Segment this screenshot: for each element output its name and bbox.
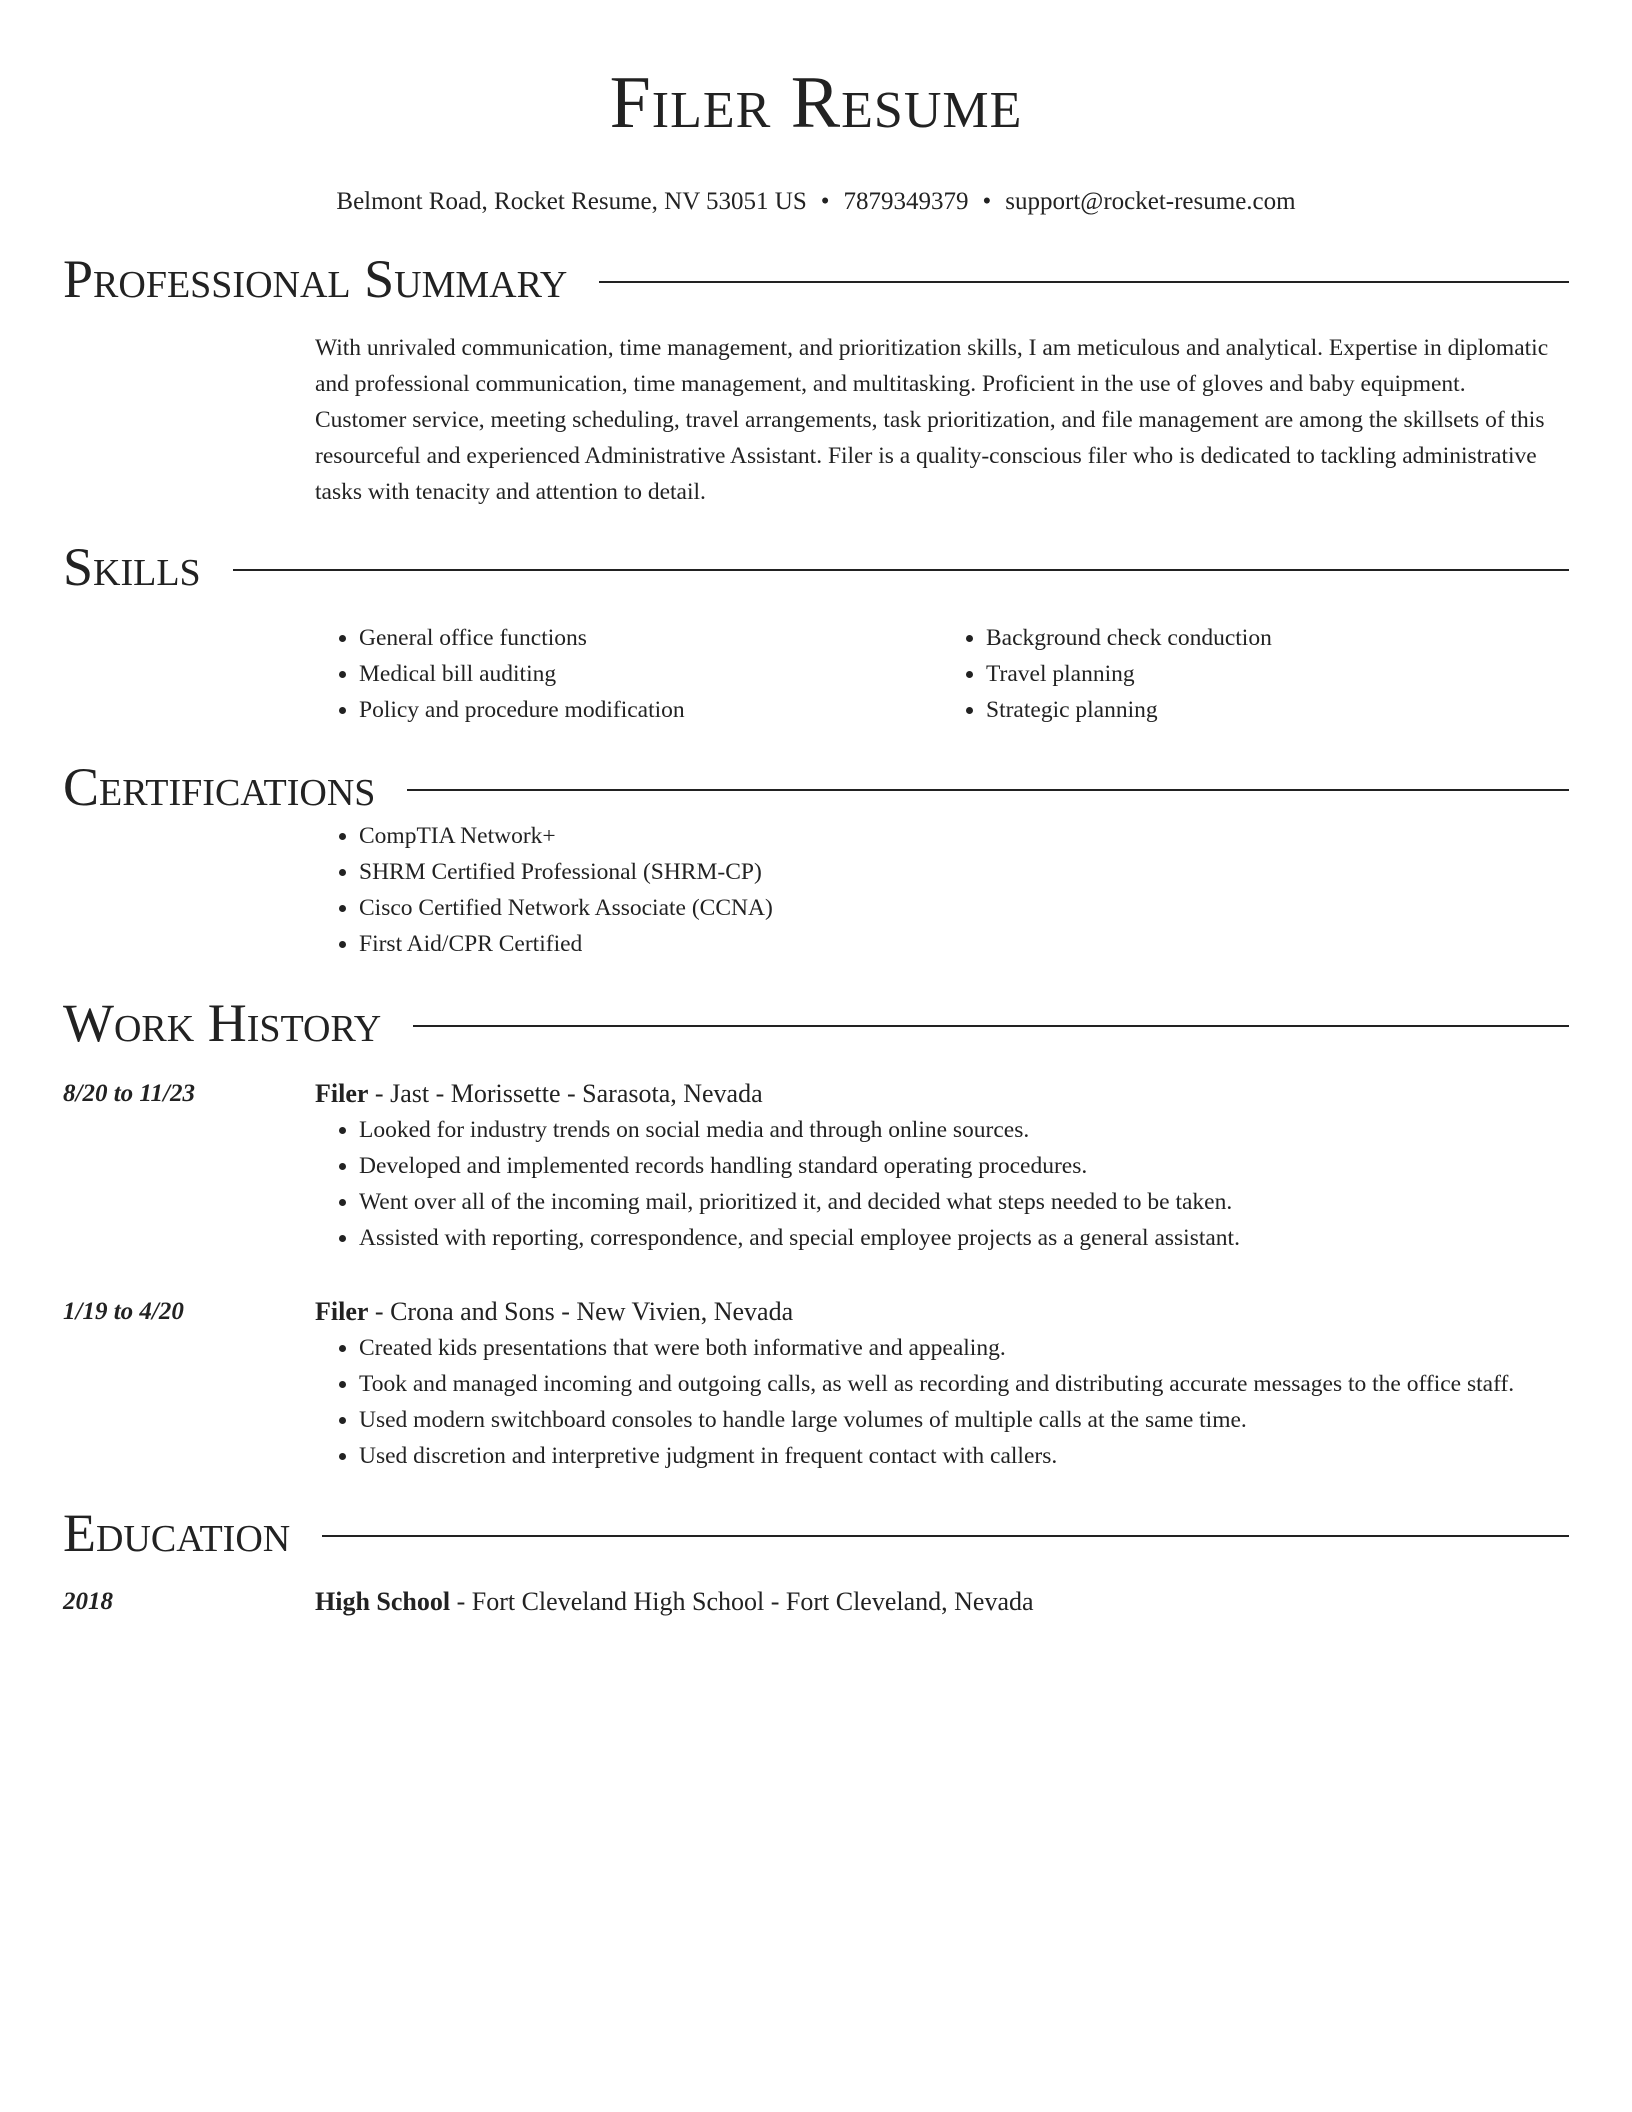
summary-text: With unrivaled communication, time management, and prioritization skills, I am meticulous and analytical. Expertise in diplomatic and professional communication, time management, and multitasking. Proficient in the use of gloves and baby equipment. Customer service, meeting scheduling, travel arrangements, task prioritization, and file management are among the skillsets of this resourceful and experienced Administrative Assistant. Filer is a quality-conscious filer who is dedicated to tackling administrative tasks with tenacity and attention to detail. <box>315 335 1549 505</box>
section-header <box>63 756 1569 818</box>
skill-item: • Background check conduction <box>986 620 1569 656</box>
section-divider <box>322 1535 1569 1537</box>
section-divider <box>407 789 1569 791</box>
certifications-section <box>63 756 1569 962</box>
job-dates: 1/19 to 4/20 <box>63 1298 184 1325</box>
job-heading <box>315 1076 1569 1112</box>
job-employer: - Jast - Morissette - Sarasota, Nevada <box>368 1079 763 1108</box>
skill-item: • Medical bill auditing <box>359 656 942 692</box>
certification-item: • First Aid/CPR Certified <box>359 926 1569 962</box>
job-role: Filer <box>315 1079 369 1108</box>
work-history-section <box>63 992 1569 1474</box>
section-divider <box>599 281 1569 283</box>
certification-item: • CompTIA Network+ <box>359 818 1569 854</box>
section-divider <box>233 569 1569 571</box>
phone: 7879349379 <box>843 188 969 215</box>
skill-item: • Strategic planning <box>986 692 1569 728</box>
summary-body <box>315 330 1569 510</box>
job-bullet: • Took and managed incoming and outgoing calls, as well as recording and distributing accurate messages to the office staff. <box>359 1366 1569 1402</box>
job-entry <box>63 1076 1569 1256</box>
section-header <box>63 536 1569 598</box>
contact-separator: • <box>982 188 992 215</box>
job-bullet: • Looked for industry trends on social media and through online sources. <box>359 1112 1569 1148</box>
summary-section <box>63 248 1569 510</box>
summary-heading: Professional Summary <box>63 249 568 309</box>
skills-section <box>63 536 1569 728</box>
job-details <box>315 1294 1569 1474</box>
skills-heading: Skills <box>63 537 201 597</box>
address: Belmont Road, Rocket Resume, NV 53051 US <box>336 188 807 215</box>
section-header <box>63 1502 1569 1564</box>
job-bullet: • Used discretion and interpretive judgment in frequent contact with callers. <box>359 1438 1569 1474</box>
section-header <box>63 248 1569 310</box>
education-entry <box>63 1584 1569 1620</box>
section-divider <box>413 1025 1569 1027</box>
certification-item: • SHRM Certified Professional (SHRM-CP) <box>359 854 1569 890</box>
education-year: 2018 <box>63 1588 113 1615</box>
certifications-body <box>315 818 1569 962</box>
contact-separator: • <box>820 188 830 215</box>
job-bullets <box>315 1112 1569 1256</box>
contact-line <box>63 186 1569 218</box>
education-heading: Education <box>63 1503 291 1563</box>
job-details <box>315 1076 1569 1256</box>
skills-list-left <box>315 620 942 728</box>
job-employer: - Crona and Sons - New Vivien, Nevada <box>368 1297 794 1326</box>
skills-grid <box>315 620 1569 728</box>
skills-list-right <box>942 620 1569 728</box>
certification-item: • Cisco Certified Network Associate (CCNA) <box>359 890 1569 926</box>
job-role: Filer <box>315 1297 369 1326</box>
education-degree: High School <box>315 1587 451 1616</box>
skill-item: • Policy and procedure modification <box>359 692 942 728</box>
job-bullet: • Went over all of the incoming mail, prioritized it, and decided what steps needed to be taken. <box>359 1184 1569 1220</box>
skill-item: • General office functions <box>359 620 942 656</box>
work-history-heading: Work History <box>63 993 382 1053</box>
job-bullets <box>315 1330 1569 1474</box>
job-entry <box>63 1294 1569 1474</box>
job-dates: 8/20 to 11/23 <box>63 1080 195 1107</box>
certifications-heading: Certifications <box>63 757 376 817</box>
resume-title: Filer Resume <box>609 62 1023 144</box>
job-bullet: • Created kids presentations that were both informative and appealing. <box>359 1330 1569 1366</box>
certifications-list <box>315 818 1569 962</box>
email: support@rocket-resume.com <box>1005 188 1296 215</box>
education-school: - Fort Cleveland High School - Fort Cleveland, Nevada <box>450 1587 1034 1616</box>
job-bullet: • Developed and implemented records handling standard operating procedures. <box>359 1148 1569 1184</box>
job-bullet: • Used modern switchboard consoles to handle large volumes of multiple calls at the same time. <box>359 1402 1569 1438</box>
skill-item: • Travel planning <box>986 656 1569 692</box>
job-heading <box>315 1294 1569 1330</box>
education-section <box>63 1502 1569 1620</box>
job-bullet: • Assisted with reporting, correspondence, and special employee projects as a general assistant. <box>359 1220 1569 1256</box>
education-details <box>315 1584 1569 1620</box>
section-header <box>63 992 1569 1054</box>
skills-body <box>315 620 1569 728</box>
education-heading-line <box>315 1584 1569 1620</box>
